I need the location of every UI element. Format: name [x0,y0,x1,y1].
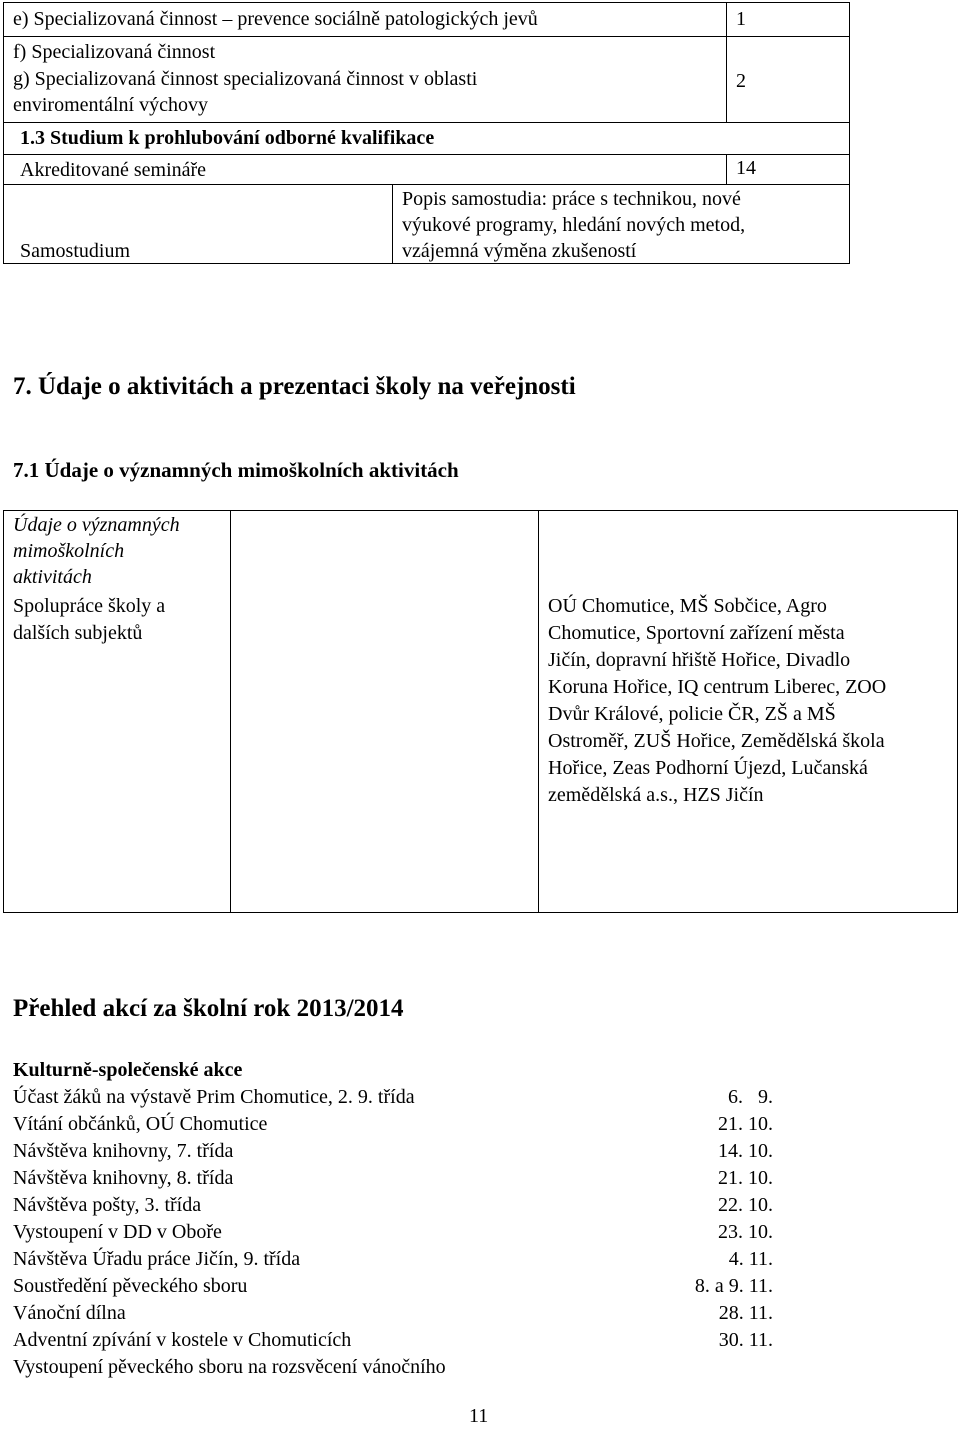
row-g-label-2: enviromentální výchovy [13,94,208,116]
event-date: 22. 10. [718,1194,773,1216]
list-item [13,1300,773,1327]
list-item [13,1138,773,1165]
event-name: Vánoční dílna [13,1302,126,1324]
samostudium-description-1: Popis samostudia: práce s technikou, nové [402,188,741,210]
partner-line: Dvůr Králové, policie ČR, ZŠ a MŠ [548,703,836,725]
list-item [13,1084,773,1111]
heading-7: 7. Údaje o aktivitách a prezentaci školy na veřejnosti [13,373,576,400]
event-name: Návštěva knihovny, 8. třída [13,1167,234,1189]
event-name: Návštěva pošty, 3. třída [13,1194,202,1216]
row-e-label: e) Specializovaná činnost – prevence sociálně patologických jevů [13,8,538,30]
event-name: Návštěva Úřadu práce Jičín, 9. třída [13,1248,301,1270]
partner-line: Chomutice, Sportovní zařízení města [548,622,845,644]
event-name: Účast žáků na výstavě Prim Chomutice, 2. 9. třída [13,1086,415,1108]
activities-header-2: mimoškolních [13,540,125,562]
heading-kulturne: Kulturně-společenské akce [13,1059,243,1081]
partner-line: Ostroměř, ZUŠ Hořice, Zemědělská škola [548,730,885,752]
event-date: 14. 10. [718,1140,773,1162]
event-date: 6. 9. [728,1086,773,1108]
event-name: Vystoupení v DD v Oboře [13,1221,222,1243]
event-date: 21. 10. [718,1113,773,1135]
event-date: 28. 11. [718,1302,773,1324]
event-name: Adventní zpívání v kostele v Chomuticích [13,1329,352,1351]
partner-line: Hořice, Zeas Podhorní Újezd, Lučanská [548,757,868,779]
partner-line: Koruna Hořice, IQ centrum Liberec, ZOO [548,676,887,698]
list-item [13,1165,773,1192]
list-item [13,1219,773,1246]
akreditovane-label: Akreditované semináře [20,159,207,181]
event-date: 8. a 9. 11. [694,1275,773,1297]
heading-prehled: Přehled akcí za školní rok 2013/2014 [13,995,404,1022]
row-e-value: 1 [736,8,746,30]
list-item [13,1327,773,1354]
samostudium-label: Samostudium [20,240,131,262]
activities-row-label-1: Spolupráce školy a [13,595,166,617]
samostudium-description-2: výukové programy, hledání nových metod, [402,214,746,236]
activities-header-3: aktivitách [13,566,92,588]
list-item [13,1111,773,1138]
partner-line: Jičín, dopravní hřiště Hořice, Divadlo [548,649,851,671]
event-date: 30. 11. [718,1329,773,1351]
activities-header-1: Údaje o významných [13,514,180,536]
partner-line: OÚ Chomutice, MŠ Sobčice, Agro [548,595,827,617]
row-g-value: 2 [736,70,746,92]
row-f-label: f) Specializovaná činnost [13,41,216,63]
event-name: Návštěva knihovny, 7. třída [13,1140,234,1162]
event-name: Soustředění pěveckého sboru [13,1275,248,1297]
list-item [13,1246,773,1273]
row-g-label-1: g) Specializovaná činnost specializovaná činnost v oblasti [13,68,478,90]
event-name: Vystoupení pěveckého sboru na rozsvěcení vánočního [13,1356,446,1378]
list-item [13,1192,773,1219]
list-item [13,1273,773,1300]
akreditovane-value: 14 [736,157,756,179]
event-date: 23. 10. [718,1221,773,1243]
list-item [13,1354,773,1381]
section-1-3-label: 1.3 Studium k prohlubování odborné kvalifikace [20,127,435,149]
partner-line: zemědělská a.s., HZS Jičín [548,784,764,806]
samostudium-description-3: vzájemná výměna zkušeností [402,240,637,262]
activities-row-label-2: dalších subjektů [13,622,143,644]
page-number: 11 [469,1405,489,1427]
event-name: Vítání občánků, OÚ Chomutice [13,1113,268,1135]
event-date: 4. 11. [728,1248,773,1270]
event-date: 21. 10. [718,1167,773,1189]
heading-7-1: 7.1 Údaje o významných mimoškolních aktivitách [13,458,459,482]
